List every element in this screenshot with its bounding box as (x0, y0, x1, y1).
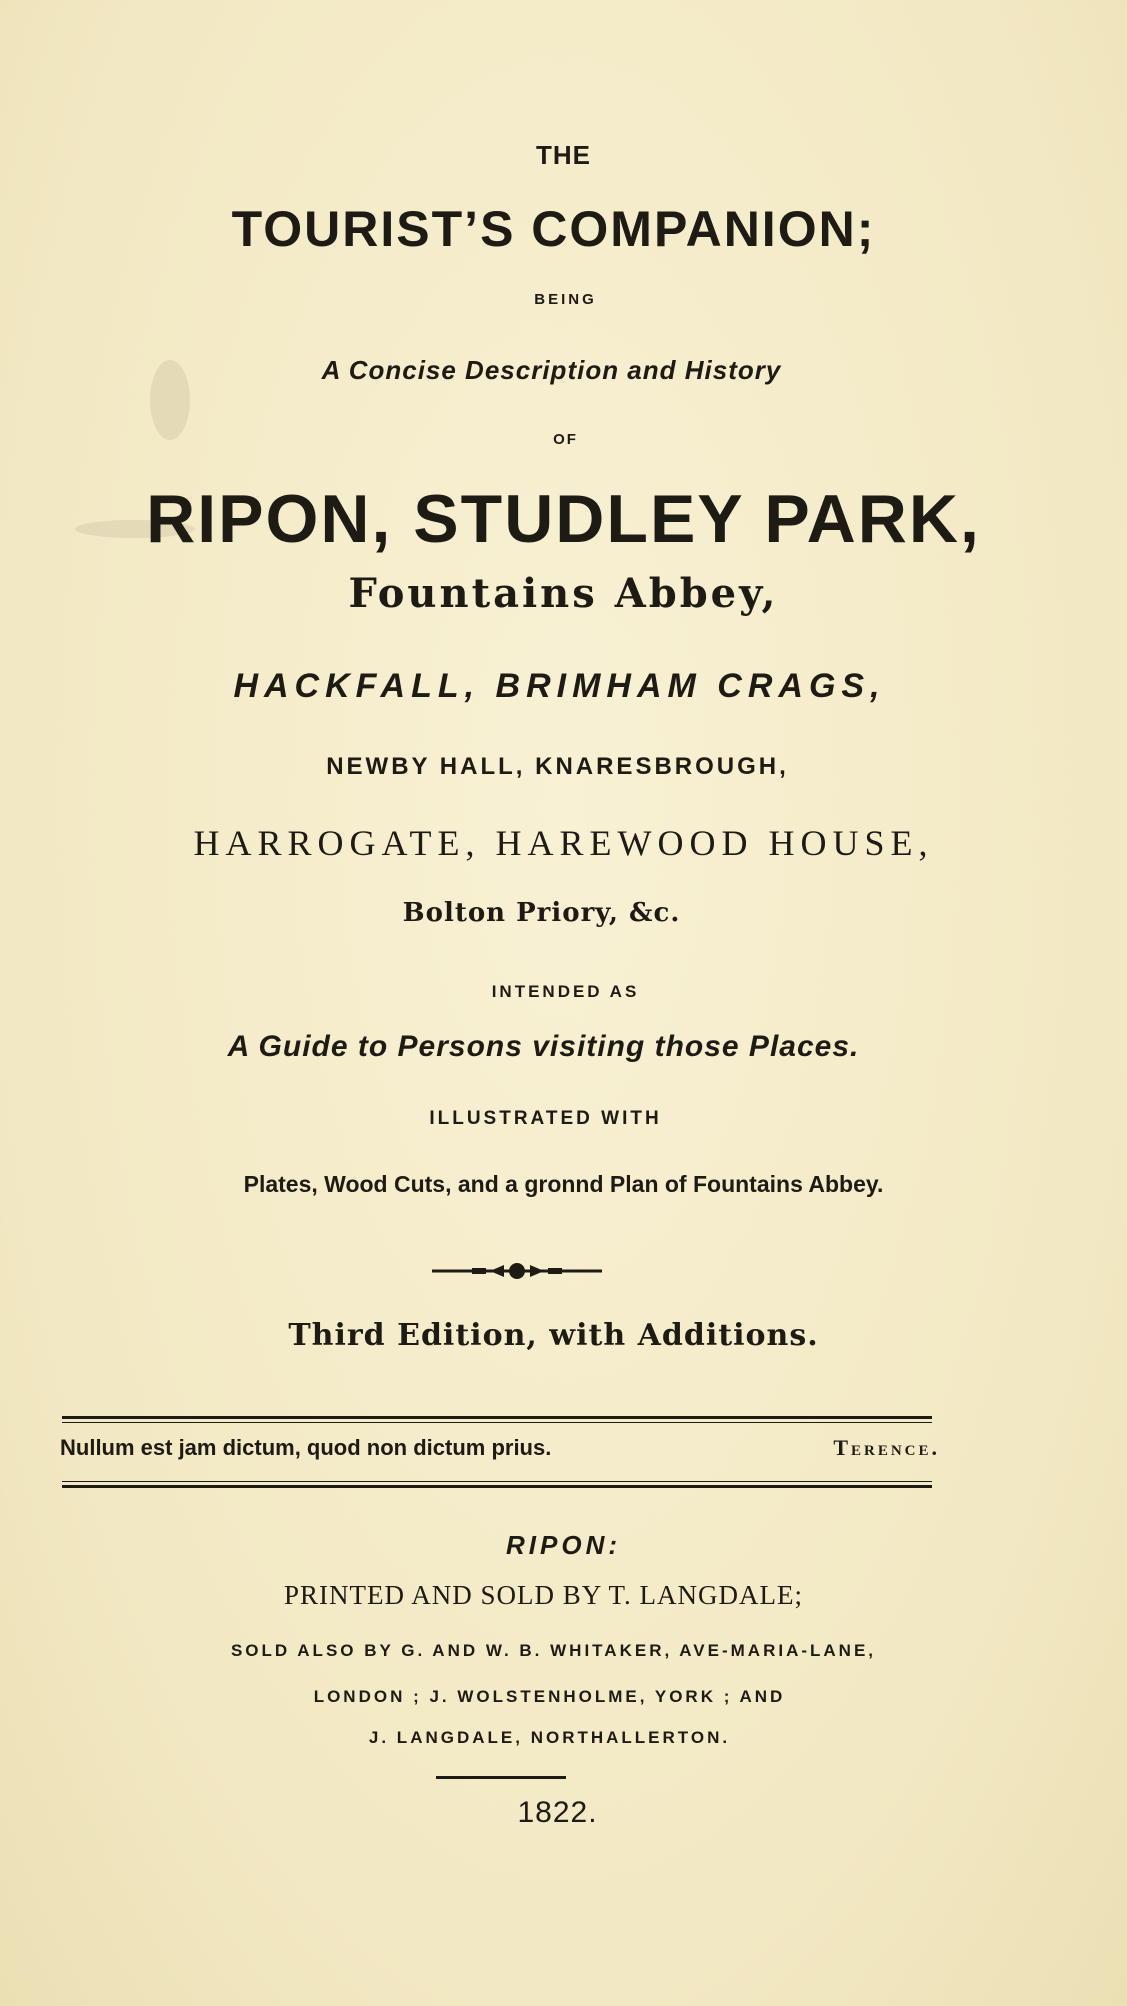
fountains-abbey-line: Fountains Abbey, (348, 570, 779, 617)
places-heading: RIPON, STUDLEY PARK, (146, 481, 981, 557)
illustrated-label: ILLUSTRATED WITH (429, 1108, 662, 1129)
title-the: THE (536, 140, 591, 170)
imprint-sold-also: SOLD ALSO BY G. AND W. B. WHITAKER, AVE-MARIA-LANE, (230, 1641, 877, 1660)
subtitle: A Concise Description and History (321, 355, 782, 385)
plates-line: Plates, Wood Cuts, and a gronnd Plan of Fountains Abbey. (243, 1171, 884, 1197)
newby-line: NEWBY HALL, KNARESBROUGH, (326, 753, 789, 780)
date-rule (436, 1776, 566, 1779)
imprint-place: RIPON: (506, 1530, 621, 1560)
double-rule-bottom (62, 1485, 932, 1488)
motto-author: Terence. (833, 1435, 940, 1460)
main-title: TOURIST’S COMPANION; (231, 201, 876, 257)
edition-line: Third Edition, with Additions. (288, 1318, 819, 1353)
double-rule-top-thin (62, 1422, 932, 1423)
imprint-year: 1822. (517, 1796, 598, 1829)
imprint-langdale: J. LANGDALE, NORTHALLERTON. (368, 1728, 731, 1747)
intended-label: INTENDED AS (491, 982, 640, 1001)
being-label: BEING (534, 291, 597, 308)
harrogate-line: HARROGATE, HAREWOOD HOUSE, (193, 823, 934, 863)
motto-text: Nullum est jam dictum, quod non dictum prius. (60, 1435, 552, 1460)
imprint-london: LONDON ; J. WOLSTENHOLME, YORK ; AND (313, 1687, 786, 1706)
double-rule-top (62, 1416, 932, 1419)
guide-line: A Guide to Persons visiting those Places. (227, 1030, 860, 1063)
ornament-divider-icon (432, 1260, 602, 1282)
of-label: OF (553, 431, 578, 448)
motto (60, 1435, 940, 1469)
double-rule-bottom-thin (62, 1481, 932, 1482)
hackfall-line: HACKFALL, BRIMHAM CRAGS, (233, 667, 886, 705)
imprint-printer: PRINTED AND SOLD BY T. LANGDALE; (284, 1580, 803, 1610)
bolton-line: Bolton Priory, &c. (402, 898, 681, 928)
